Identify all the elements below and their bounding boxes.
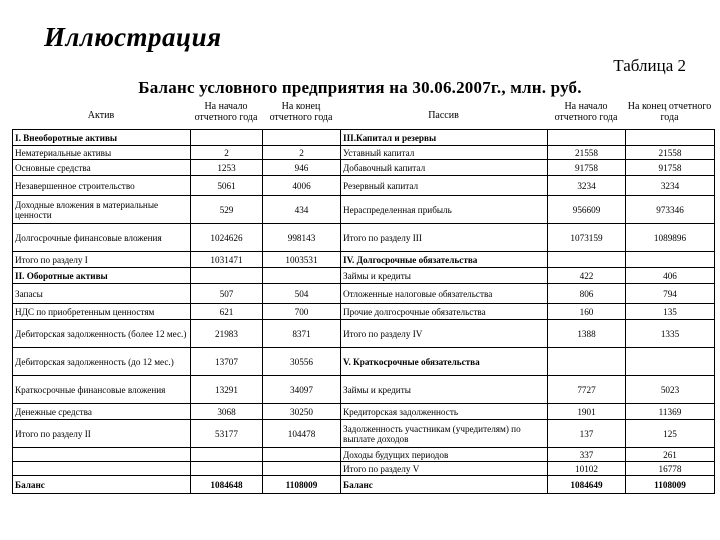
table-row	[13, 252, 715, 268]
asset-end-value: 1003531	[263, 252, 341, 268]
liability-begin-value: 21558	[548, 146, 626, 160]
asset-name: Денежные средства	[13, 404, 191, 420]
asset-name: Итого по разделу II	[13, 420, 191, 448]
liability-end-value	[626, 130, 715, 146]
liability-begin-value: 10102	[548, 462, 626, 476]
liability-name: Итого по разделу IV	[341, 320, 548, 348]
asset-name: НДС по приобретенным ценностям	[13, 304, 191, 320]
asset-end-value: 4006	[263, 176, 341, 196]
header-passiv: Пассив	[428, 110, 459, 121]
liability-name: Отложенные налоговые обязательства	[341, 284, 548, 304]
asset-end-value: 946	[263, 160, 341, 176]
liability-end-value: 11369	[626, 404, 715, 420]
header-assets-end: На конец отчетного года	[269, 101, 333, 123]
liability-begin-value: 956609	[548, 196, 626, 224]
page-heading: Иллюстрация	[44, 22, 222, 52]
liability-name: Добавочный капитал	[341, 160, 548, 176]
liability-begin-value: 1073159	[548, 224, 626, 252]
asset-begin-value: 1253	[191, 160, 263, 176]
asset-name	[13, 462, 191, 476]
table-row	[13, 404, 715, 420]
liability-name: IV. Долгосрочные обязательства	[341, 252, 548, 268]
asset-begin-value	[191, 268, 263, 284]
liability-name: Займы и кредиты	[341, 376, 548, 404]
liability-name: Уставный капитал	[341, 146, 548, 160]
table-row	[13, 420, 715, 448]
asset-name	[13, 448, 191, 462]
asset-name: Дебиторская задолженность (до 12 мес.)	[13, 348, 191, 376]
table-row	[13, 146, 715, 160]
asset-begin-value: 529	[191, 196, 263, 224]
table-row	[13, 284, 715, 304]
liability-name: Итого по разделу III	[341, 224, 548, 252]
asset-end-value: 104478	[263, 420, 341, 448]
asset-begin-value: 21983	[191, 320, 263, 348]
asset-name: Основные средства	[13, 160, 191, 176]
asset-name: I. Внеоборотные активы	[13, 130, 191, 146]
asset-end-value: 30556	[263, 348, 341, 376]
table-row	[13, 224, 715, 252]
liability-name: Займы и кредиты	[341, 268, 548, 284]
asset-begin-value: 1084648	[191, 476, 263, 494]
asset-begin-value: 3068	[191, 404, 263, 420]
liability-begin-value	[548, 252, 626, 268]
table-row	[13, 320, 715, 348]
liability-end-value: 125	[626, 420, 715, 448]
asset-name: Дебиторская задолженность (более 12 мес.)	[13, 320, 191, 348]
liability-begin-value	[548, 130, 626, 146]
header-liabilities-begin: На начало отчетного года	[554, 101, 618, 123]
header-aktiv: Актив	[87, 110, 115, 121]
liability-name: Нераспределенная прибыль	[341, 196, 548, 224]
asset-name: Краткосрочные финансовые вложения	[13, 376, 191, 404]
asset-end-value: 30250	[263, 404, 341, 420]
asset-begin-value: 1024626	[191, 224, 263, 252]
asset-begin-value: 13291	[191, 376, 263, 404]
liability-begin-value: 1901	[548, 404, 626, 420]
asset-name: Баланс	[13, 476, 191, 494]
table-row	[13, 160, 715, 176]
liability-begin-value: 7727	[548, 376, 626, 404]
balance-table-body	[13, 130, 715, 494]
liability-end-value: 91758	[626, 160, 715, 176]
liability-begin-value	[548, 348, 626, 376]
liability-name: Резервный капитал	[341, 176, 548, 196]
table-row	[13, 348, 715, 376]
asset-end-value: 700	[263, 304, 341, 320]
asset-end-value	[263, 448, 341, 462]
liability-begin-value: 806	[548, 284, 626, 304]
asset-end-value: 1108009	[263, 476, 341, 494]
table-header	[12, 99, 720, 129]
asset-begin-value	[191, 462, 263, 476]
asset-end-value: 504	[263, 284, 341, 304]
liability-end-value: 406	[626, 268, 715, 284]
table-row	[13, 448, 715, 462]
asset-begin-value: 5061	[191, 176, 263, 196]
asset-name: Запасы	[13, 284, 191, 304]
liability-end-value: 261	[626, 448, 715, 462]
liability-name: Доходы будущих периодов	[341, 448, 548, 462]
header-assets-begin: На начало отчетного года	[194, 101, 258, 123]
asset-begin-value: 507	[191, 284, 263, 304]
table-row	[13, 196, 715, 224]
liability-begin-value: 3234	[548, 176, 626, 196]
liability-begin-value: 1084649	[548, 476, 626, 494]
liability-begin-value: 422	[548, 268, 626, 284]
liability-name: V. Краткосрочные обязательства	[341, 348, 548, 376]
header-liabilities-end: На конец отчетного года	[627, 101, 712, 123]
asset-end-value: 2	[263, 146, 341, 160]
asset-begin-value: 2	[191, 146, 263, 160]
table-row	[13, 268, 715, 284]
liability-end-value	[626, 348, 715, 376]
liability-end-value: 1108009	[626, 476, 715, 494]
liability-end-value: 794	[626, 284, 715, 304]
liability-name: Баланс	[341, 476, 548, 494]
asset-end-value	[263, 130, 341, 146]
liability-begin-value: 160	[548, 304, 626, 320]
table-number: Таблица 2	[613, 56, 686, 75]
asset-end-value: 998143	[263, 224, 341, 252]
liability-end-value: 16778	[626, 462, 715, 476]
asset-end-value: 434	[263, 196, 341, 224]
table-row	[13, 476, 715, 494]
asset-begin-value: 621	[191, 304, 263, 320]
liability-end-value: 5023	[626, 376, 715, 404]
asset-name: II. Оборотные активы	[13, 268, 191, 284]
liability-begin-value: 91758	[548, 160, 626, 176]
table-row	[13, 462, 715, 476]
table-row	[13, 176, 715, 196]
balance-title: Баланс условного предприятия на 30.06.2007г., млн. руб.	[138, 78, 582, 97]
liability-end-value: 1335	[626, 320, 715, 348]
liability-end-value: 973346	[626, 196, 715, 224]
asset-name: Доходные вложения в материальные ценности	[13, 196, 191, 224]
liability-end-value: 1089896	[626, 224, 715, 252]
asset-name: Незавершенное строительство	[13, 176, 191, 196]
asset-end-value	[263, 268, 341, 284]
asset-name: Нематериальные активы	[13, 146, 191, 160]
asset-end-value: 34097	[263, 376, 341, 404]
asset-begin-value: 13707	[191, 348, 263, 376]
liability-name: III.Капитал и резервы	[341, 130, 548, 146]
liability-name: Кредиторская задолженность	[341, 404, 548, 420]
asset-begin-value	[191, 130, 263, 146]
asset-name: Итого по разделу I	[13, 252, 191, 268]
liability-name: Задолженность участникам (учредителям) по выплате доходов	[341, 420, 548, 448]
asset-end-value: 8371	[263, 320, 341, 348]
table-row	[13, 376, 715, 404]
liability-begin-value: 1388	[548, 320, 626, 348]
asset-begin-value: 53177	[191, 420, 263, 448]
liability-begin-value: 137	[548, 420, 626, 448]
balance-table	[12, 129, 715, 494]
liability-name: Итого по разделу V	[341, 462, 548, 476]
liability-name: Прочие долгосрочные обязательства	[341, 304, 548, 320]
liability-end-value	[626, 252, 715, 268]
liability-end-value: 3234	[626, 176, 715, 196]
asset-begin-value: 1031471	[191, 252, 263, 268]
liability-begin-value: 337	[548, 448, 626, 462]
asset-end-value	[263, 462, 341, 476]
table-row	[13, 130, 715, 146]
asset-name: Долгосрочные финансовые вложения	[13, 224, 191, 252]
asset-begin-value	[191, 448, 263, 462]
liability-end-value: 21558	[626, 146, 715, 160]
table-row	[13, 304, 715, 320]
liability-end-value: 135	[626, 304, 715, 320]
